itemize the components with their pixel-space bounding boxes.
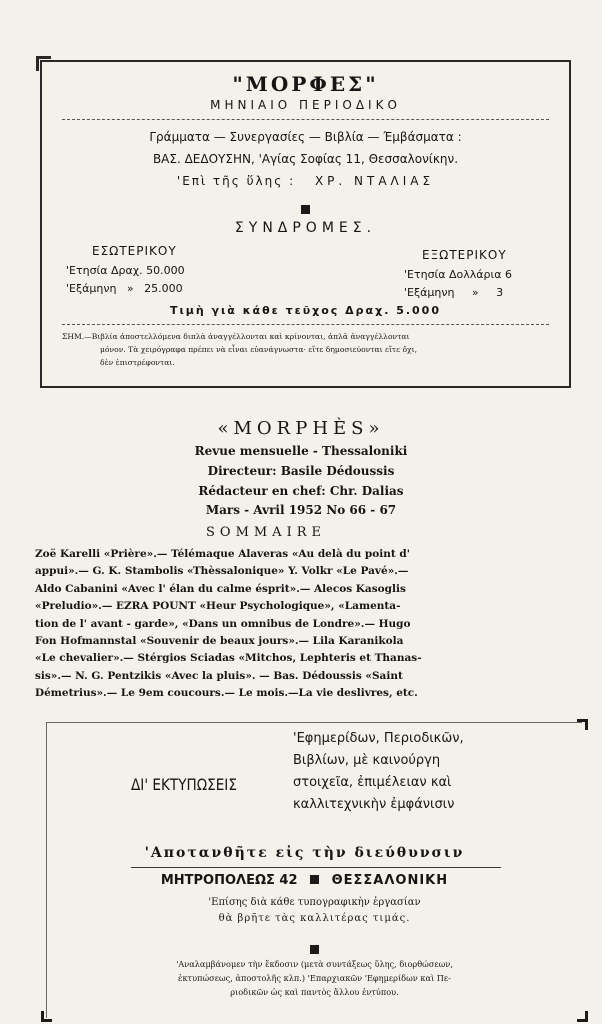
magazine-title-french: «MORPHÈS» bbox=[217, 418, 385, 439]
square-ornament bbox=[310, 875, 319, 884]
subscription-box bbox=[40, 60, 571, 388]
services-line-3: στοιχεῖα, ἐπιμέλειαν καὶ bbox=[293, 775, 452, 790]
divider bbox=[62, 119, 549, 120]
city-name: ΘΕΣΣΑΛΟΝΙΚΗ bbox=[331, 873, 449, 888]
magazine-title-greek: "ΜΟΡΦΕΣ" bbox=[232, 72, 379, 96]
masthead-line-3: Rédacteur en chef: Chr. Dalias bbox=[198, 484, 404, 498]
foreign-heading: ΕΞΩΤΕΡΙΚΟΥ bbox=[422, 248, 507, 262]
publishing-line-1: 'Αναλαμβάνομεν τὴν ἔκδοσιν (μετὰ συντάξεως ὕλης, διορθώσεων, bbox=[176, 959, 453, 969]
masthead-line-1: Revue mensuelle - Thessaloniki bbox=[194, 444, 408, 458]
printing-heading: ΔΙ' ΕΚΤΥΠΩΣΕΙΣ bbox=[131, 775, 237, 794]
editor-line bbox=[42, 174, 569, 188]
note-line-3: δὲν ἐπιστρέφονται. bbox=[100, 358, 175, 367]
square-ornament bbox=[42, 199, 569, 218]
foreign-half-year: 'Εξάμηνη » 3 bbox=[404, 286, 504, 299]
editor-name: ΧΡ. ΝΤΑΛΙΑΣ bbox=[314, 174, 435, 188]
contact-line-2: ΒΑΣ. ΔΕΔΟΥΣΗΝ, 'Αγίας Σοφίας 11, Θεσσαλονίκην. bbox=[152, 152, 459, 166]
domestic-heading: ΕΣΩΤΕΡΙΚΟΥ bbox=[92, 244, 177, 258]
prices-line-1: 'Επίσης διὰ κάθε τυπογραφικὴν ἐργασίαν bbox=[208, 897, 421, 908]
corner-mark bbox=[577, 719, 588, 730]
corner-mark bbox=[41, 1011, 52, 1022]
contents-line: tion de l' avant - garde», «Dans un omnibus de Londre».— Hugo bbox=[35, 617, 411, 630]
table-of-contents bbox=[35, 546, 565, 703]
sommaire-heading: SOMMAIRE bbox=[206, 525, 326, 540]
issue-price: Τιμὴ γιὰ κάθε τεῦχος Δραχ. 5.000 bbox=[169, 304, 441, 317]
address-line bbox=[37, 873, 572, 888]
divider bbox=[131, 867, 501, 868]
printing-advertisement bbox=[46, 722, 582, 1018]
editor-label: 'Επὶ τῆς ὕλης : bbox=[176, 174, 296, 188]
contents-line: Démetrius».— Le 9em coucours.— Le mois.—La vie deslivres, etc. bbox=[35, 687, 418, 700]
services-line-1: 'Εφημερίδων, Περιοδικῶν, bbox=[293, 731, 464, 746]
prices-line-2: θὰ βρῆτε τὰς καλλιτέρας τιμάς. bbox=[218, 913, 411, 924]
address-callout: 'Αποτανθῆτε εἰς τὴν διεύθυνσιν bbox=[144, 845, 465, 861]
publishing-line-3: ριοδικῶν ὡς καὶ παντὸς ἄλλου ἐντύπου. bbox=[230, 987, 399, 997]
domestic-half-year: 'Εξάμηνη » 25.000 bbox=[66, 282, 183, 295]
issue-date: Mars - Avril 1952 No 66 - 67 bbox=[205, 503, 397, 517]
note-line-1: ΣΗΜ.—Βιβλία ἀποστελλόμενα διπλὰ ἀναγγέλλονται καὶ κρίνονται, ἁπλᾶ ἀναγγέλλονται bbox=[62, 332, 410, 341]
square-ornament bbox=[47, 939, 582, 958]
foreign-yearly: 'Ετησία Δολλάρια 6 bbox=[404, 268, 512, 281]
contents-line: sis».— N. G. Pentzikis «Avec la pluis». — Bas. Dédoussis «Saint bbox=[35, 669, 403, 682]
services-line-4: καλλιτεχνικὴν ἐμφάνισιν bbox=[293, 797, 455, 812]
subscriptions-title: ΣΥΝΔΡΟΜΕΣ. bbox=[234, 220, 377, 236]
magazine-subtitle: ΜΗΝΙΑΙΟ ΠΕΡΙΟΔΙΚΟ bbox=[210, 98, 401, 112]
contents-line: appui».— G. K. Stambolis «Thèssalonique» Y. Volkr «Le Pavé».— bbox=[35, 565, 409, 578]
contents-line: Zoë Karelli «Prière».— Télémaque Alaveras «Au delà du point d' bbox=[35, 548, 410, 560]
contents-line: «Preludio».— EZRA POUNT «Heur Psychologique», «Lamenta- bbox=[35, 600, 401, 613]
corner-mark bbox=[577, 1011, 588, 1022]
contents-line: Aldo Cabanini «Avec l' élan du calme ésprit».— Alecos Kasoglis bbox=[35, 582, 406, 595]
contents-line: Fon Hofmannstal «Souvenir de beaux jours».— Lila Karanikola bbox=[35, 635, 404, 648]
masthead-line-2: Directeur: Basile Dédoussis bbox=[207, 464, 395, 478]
contents-line: «Le chevalier».— Stérgios Sciadas «Mitchos, Lephteris et Thanas- bbox=[35, 652, 422, 665]
domestic-yearly: 'Ετησία Δραχ. 50.000 bbox=[66, 264, 185, 277]
services-line-2: Βιβλίων, μὲ καινούργη bbox=[293, 753, 441, 768]
contact-line-1: Γράμματα — Συνεργασίες — Βιβλία — Έμβάσματα : bbox=[149, 130, 462, 144]
publishing-line-2: ἐκτυπώσεως, ἀποστολῆς κλπ.) 'Επαρχιακῶν 'Εφημερίδων καὶ Πε- bbox=[178, 973, 451, 983]
note-line-2: μόνον. Τὰ χειρόγραφα πρέπει νὰ εἶναι εὐανάγνωστα· εἴτε δημοσιεύονται εἴτε ὄχι, bbox=[100, 345, 418, 354]
street-address: ΜΗΤΡΟΠΟΛΕΩΣ 42 bbox=[160, 873, 298, 888]
divider bbox=[62, 324, 549, 325]
